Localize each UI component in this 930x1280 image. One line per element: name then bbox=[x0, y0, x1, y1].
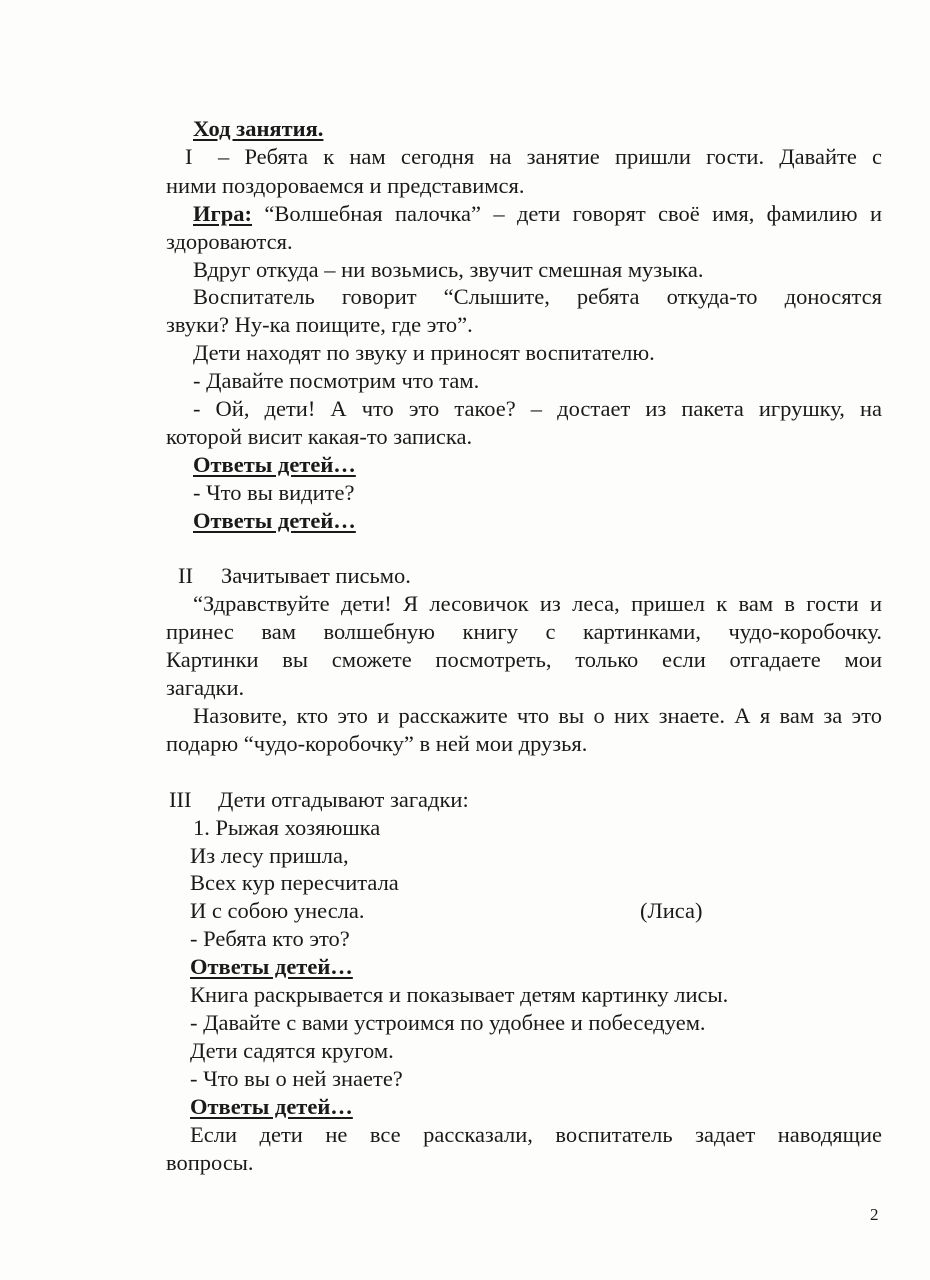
riddle-answer: (Лиса) bbox=[640, 898, 703, 923]
page-number: 2 bbox=[870, 1205, 879, 1224]
paragraph-teacher-line-1: Воспитатель говорит “Слышите, ребята откуда-то доносятся bbox=[193, 284, 882, 309]
game-description: “Волшебная палочка” – дети говорят своё имя, фамилию и bbox=[251, 201, 882, 226]
paragraph-what-see: - Что вы видите? bbox=[193, 480, 355, 505]
paragraph-circle: Дети садятся кругом. bbox=[190, 1038, 394, 1063]
section-1-line-2: ними поздороваемся и представимся. bbox=[166, 173, 525, 198]
letter-paragraph-2-line-2: подарю “чудо-коробочку” в ней мои друзья. bbox=[166, 731, 588, 756]
lesson-heading: Ход занятия. bbox=[193, 116, 324, 141]
section-1-line-1: – Ребята к нам сегодня на занятие пришли гости. Давайте с bbox=[218, 144, 882, 169]
letter-line-1: “Здравствуйте дети! Я лесовичок из леса, пришел к вам в гости и bbox=[193, 591, 882, 616]
game-paragraph-line-2: здороваются. bbox=[166, 229, 293, 254]
paragraph-find-sound: Дети находят по звуку и приносят воспитателю. bbox=[193, 340, 655, 365]
game-label: Игра: bbox=[193, 201, 252, 226]
riddle-line-4: И с собою унесла. bbox=[190, 898, 365, 923]
riddle-line-1: 1. Рыжая хозяюшка bbox=[193, 815, 381, 840]
section-3-title: Дети отгадывают загадки: bbox=[218, 787, 469, 812]
paragraph-toy-line-1: - Ой, дети! А что это такое? – достает из пакета игрушку, на bbox=[193, 396, 882, 421]
children-answers-4: Ответы детей… bbox=[190, 1094, 353, 1119]
question-what-know: - Что вы о ней знаете? bbox=[190, 1066, 403, 1091]
paragraph-book-opens: Книга раскрывается и показывает детям картинку лисы. bbox=[190, 982, 729, 1007]
children-answers-1: Ответы детей… bbox=[193, 452, 356, 477]
game-paragraph-line-1 bbox=[193, 199, 882, 228]
paragraph-teacher-line-2: звуки? Ну-ка поищите, где это”. bbox=[166, 312, 473, 337]
paragraph-toy-line-2: которой висит какая-то записка. bbox=[166, 424, 473, 449]
closing-paragraph-line-1: Если дети не все рассказали, воспитатель задает наводящие bbox=[190, 1122, 882, 1147]
children-answers-3: Ответы детей… bbox=[190, 954, 353, 979]
riddle-line-3: Всех кур пересчитала bbox=[190, 870, 399, 895]
riddle-line-2: Из лесу пришла, bbox=[190, 843, 349, 868]
letter-paragraph-2-line-1: Назовите, кто это и расскажите что вы о них знаете. А я вам за это bbox=[193, 703, 882, 728]
paragraph-music: Вдруг откуда – ни возьмись, звучит смешная музыка. bbox=[193, 257, 704, 282]
question-who: - Ребята кто это? bbox=[190, 926, 350, 951]
section-2-title: Зачитывает письмо. bbox=[221, 563, 411, 588]
paragraph-look: - Давайте посмотрим что там. bbox=[193, 368, 480, 393]
paragraph-sit-down: - Давайте с вами устроимся по удобнее и побеседуем. bbox=[190, 1010, 706, 1035]
section-3-numeral: III bbox=[169, 787, 192, 812]
closing-paragraph-line-2: вопросы. bbox=[166, 1150, 254, 1175]
section-2-numeral: II bbox=[178, 563, 193, 588]
letter-line-2: принес вам волшебную книгу с картинками, чудо-коробочку. bbox=[166, 619, 882, 644]
letter-line-4: загадки. bbox=[166, 675, 245, 700]
children-answers-2: Ответы детей… bbox=[193, 508, 356, 533]
section-1-numeral: I bbox=[185, 144, 193, 169]
letter-line-3: Картинки вы сможете посмотреть, только если отгадаете мои bbox=[166, 647, 882, 672]
